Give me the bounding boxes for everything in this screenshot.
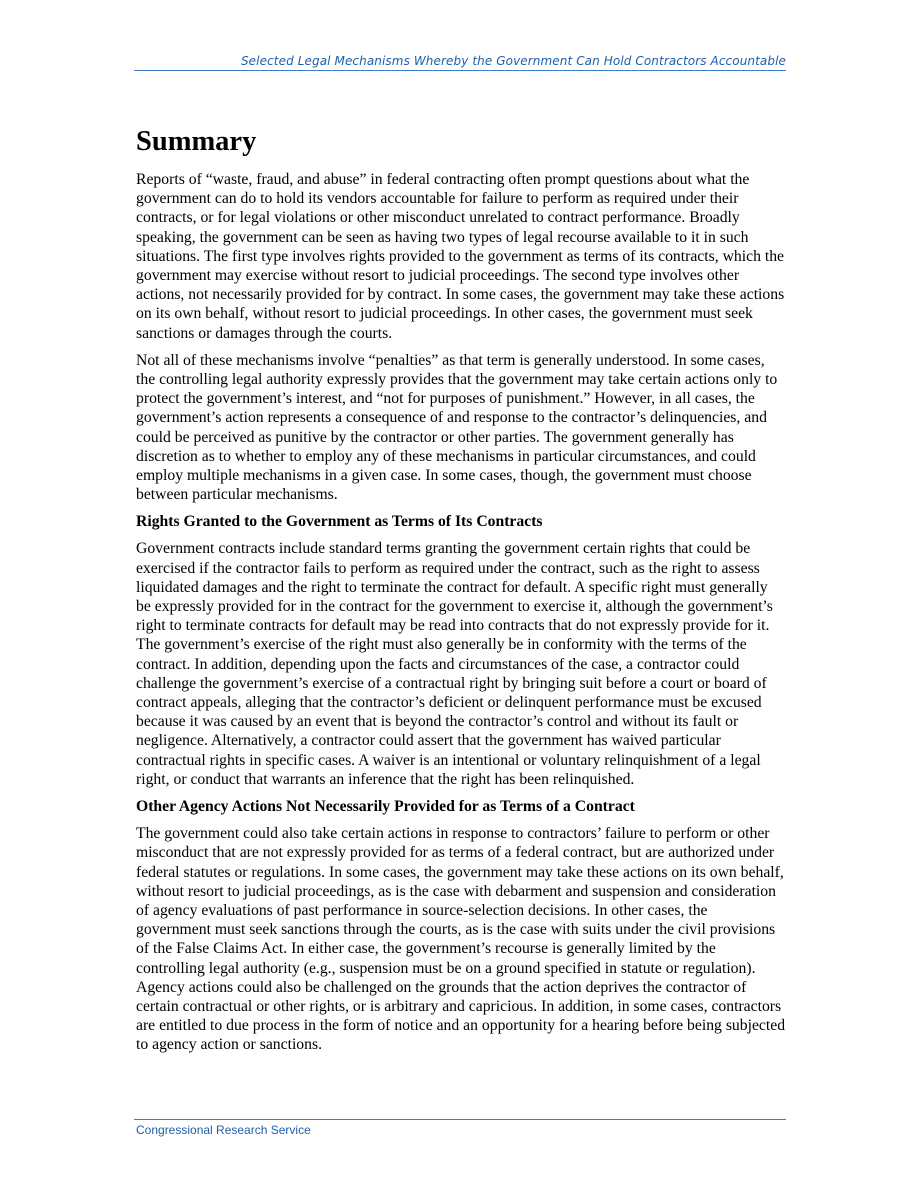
section-paragraph-contract-rights: Government contracts include standard terms granting the government certain rights that could be exercised if the contractor fails to perform as required under the contract, such as the right to assess liquidated damages and the right to terminate the contract for default. A specific right must generally be expressly provided for in the contract for the government to exercise it, although the government’s right to terminate contracts for default may be read into contracts that do not expressly provide for it. The government’s exercise of the right must also generally be in conformity with the terms of the contract. In addition, depending upon the facts and circumstances of the case, a contractor could challenge the government’s exercise of a contractual right by bringing suit before a court or board of contract appeals, alleging that the contractor’s deficient or delinquent performance must be excused because it was caused by an event that is beyond the contractor’s control and without its fault or negligence. Alternatively, a contractor could assert that the government has waived particular contractual rights in specific cases. A waiver is an intentional or voluntary relinquishment of a legal right, or conduct that warrants an inference that the right has been relinquished. (136, 540, 773, 788)
intro-paragraph-1: Reports of “waste, fraud, and abuse” in federal contracting often prompt questions about what the government can do to hold its vendors accountable for failure to perform as required under their contracts, or for legal violations or other misconduct unrelated to contract performance. Broadly speaking, the government can be seen as having two types of legal recourse available to it in such situations. The first type involves rights provided to the government as terms of its contracts, which the government may exercise without resort to judicial proceedings. The second type involves other actions, not necessarily provided for by contract. In some cases, the government may take these actions on its own behalf, without resort to judicial proceedings. In other cases, the government must seek sanctions or damages through the courts. (136, 171, 785, 342)
section-heading-other-actions: Other Agency Actions Not Necessarily Provided for as Terms of a Contract (136, 798, 635, 816)
page-title: Summary (136, 126, 257, 157)
footer-divider (134, 1119, 786, 1120)
intro-paragraph-2: Not all of these mechanisms involve “penalties” as that term is generally understood. In some cases, the controlling legal authority expressly provides that the government may take certain actions only to protect the government’s interest, and “not for purposes of punishment.” However, in all cases, the government’s action represents a consequence of and response to the contractor’s delinquencies, and could be perceived as punitive by the contractor or other parties. The government generally has discretion as to whether to employ any of these mechanisms in particular circumstances, and could employ multiple mechanisms in a given case. In some cases, though, the government must choose between particular mechanisms. (136, 351, 778, 504)
running-header: Selected Legal Mechanisms Whereby the Government Can Hold Contractors Accountable (134, 54, 786, 71)
section-heading-contract-rights: Rights Granted to the Government as Terms of Its Contracts (136, 513, 543, 531)
section-paragraph-other-actions: The government could also take certain actions in response to contractors’ failure to perform or other misconduct that are not expressly provided for as terms of a federal contract, but are authorized under federal statutes or regulations. In some cases, the government may take these actions on its own behalf, without resort to judicial proceedings, as is the case with debarment and suspension and consideration of agency evaluations of past performance in source-selection decisions. In other cases, the government must seek sanctions through the courts, as is the case with suits under the civil provisions of the False Claims Act. In either case, the government’s recourse is generally limited by the controlling legal authority (e.g., suspension must be on a ground specified in statute or regulation). Agency actions could also be challenged on the grounds that the action deprives the contractor of certain contractual or other rights, or is arbitrary and capricious. In addition, in some cases, contractors are entitled to due process in the form of notice and an opportunity for a hearing before being subjected to agency action or sanctions. (136, 825, 786, 1054)
document-body (136, 124, 786, 1063)
footer-organization: Congressional Research Service (136, 1123, 311, 1137)
